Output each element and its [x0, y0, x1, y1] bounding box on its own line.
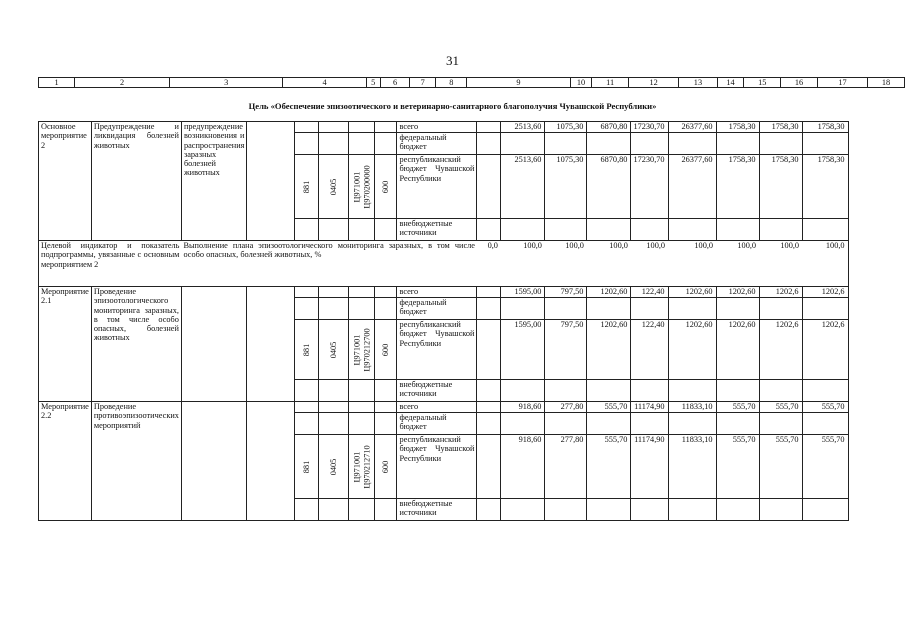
indicator-value: 100,0: [716, 241, 759, 287]
grbs-code: 881: [295, 320, 319, 380]
csr-code: Ц971001 Ц970200000: [349, 155, 375, 219]
amount-cell: 11833,10: [668, 435, 716, 499]
indicator-description: Выполнение плана эпизоотологического мониторинга заразных, в том числе особо опасных, болезней животных, %: [181, 241, 477, 287]
program-table: [38, 121, 849, 521]
source-extrabudget: внебюджетные источники: [397, 380, 477, 402]
amount-cell: 1202,6: [802, 287, 848, 298]
amount-cell: 555,70: [802, 435, 848, 499]
amount-cell: 2513,60: [501, 122, 545, 133]
indicator-value: 100,0: [587, 241, 631, 287]
amount-cell: 1758,30: [759, 122, 802, 133]
amount-cell: 555,70: [587, 435, 631, 499]
source-federal: федеральный бюджет: [397, 413, 477, 435]
column-number: 4: [283, 78, 366, 88]
page-number: 31: [446, 53, 459, 68]
amount-cell: 797,50: [545, 287, 587, 298]
column-number: 12: [629, 78, 679, 88]
activity-kind: Основное мероприятие 2: [39, 122, 92, 241]
amount-cell: 6870,80: [587, 122, 631, 133]
amount-cell: 1758,30: [802, 155, 848, 219]
amount-cell: 17230,70: [631, 155, 668, 219]
amount-cell: 918,60: [501, 402, 545, 413]
amount-cell: 1202,60: [668, 320, 716, 380]
amount-cell: 555,70: [759, 435, 802, 499]
amount-cell: 1202,6: [759, 287, 802, 298]
column-number: 16: [781, 78, 818, 88]
indicator-value: 100,0: [501, 241, 545, 287]
amount-cell: 1202,60: [716, 320, 759, 380]
amount-cell: 555,70: [716, 402, 759, 413]
amount-cell: 1075,30: [545, 155, 587, 219]
amount-cell: 1202,60: [716, 287, 759, 298]
amount-cell: 797,50: [545, 320, 587, 380]
amount-cell: 555,70: [587, 402, 631, 413]
indicator-value: 100,0: [802, 241, 848, 287]
executor-cell: [247, 122, 295, 241]
activity-name: Проведение эпизоотологического мониторинга заразных, в том числе особо опасных, болезней животных: [91, 287, 181, 402]
vr-code: 600: [375, 155, 397, 219]
amount-cell: 1595,00: [501, 320, 545, 380]
column-number: 8: [436, 78, 467, 88]
amount-cell: 1758,30: [759, 155, 802, 219]
amount-cell: 1202,6: [802, 320, 848, 380]
amount-cell: 11833,10: [668, 402, 716, 413]
column-number: 9: [467, 78, 570, 88]
amount-cell: 26377,60: [668, 122, 716, 133]
amount-cell: 122,40: [631, 320, 668, 380]
column-number: 7: [410, 78, 436, 88]
column-number: 3: [170, 78, 283, 88]
amount-cell: 277,80: [545, 402, 587, 413]
amount-cell: 277,80: [545, 435, 587, 499]
amount-cell: 1758,30: [716, 155, 759, 219]
executor-cell: [247, 287, 295, 402]
rzpr-code: 0405: [319, 435, 349, 499]
column-number: 2: [75, 78, 170, 88]
column-number: 15: [744, 78, 781, 88]
indicator-value: 100,0: [545, 241, 587, 287]
amount-cell: 6870,80: [587, 155, 631, 219]
amount-cell: 918,60: [501, 435, 545, 499]
amount-cell: 26377,60: [668, 155, 716, 219]
grbs-code: 881: [295, 155, 319, 219]
source-total: всего: [397, 287, 477, 298]
activity-purpose: [181, 287, 247, 402]
amount-cell: 11174,90: [631, 402, 668, 413]
column-number: 1: [39, 78, 75, 88]
amount-cell: 1758,30: [802, 122, 848, 133]
activity-kind: Мероприятие 2.1: [39, 287, 92, 402]
column-number: 14: [717, 78, 744, 88]
csr-code: Ц971001 Ц970212700: [349, 320, 375, 380]
source-republic: республиканский бюджет Чувашской Республики: [397, 320, 477, 380]
column-number-header: [38, 77, 905, 88]
column-number: 5: [366, 78, 380, 88]
column-number: 18: [868, 78, 905, 88]
amount-cell: 555,70: [716, 435, 759, 499]
indicator-value: 0,0: [477, 241, 501, 287]
source-federal: федеральный бюджет: [397, 298, 477, 320]
activity-name: Проведение противоэпизоотических мероприятий: [91, 402, 181, 521]
column-number: 11: [592, 78, 629, 88]
amount-cell: 1202,60: [668, 287, 716, 298]
vr-code: 600: [375, 320, 397, 380]
source-republic: республиканский бюджет Чувашской Республики: [397, 155, 477, 219]
column-number: 17: [817, 78, 867, 88]
source-republic: республиканский бюджет Чувашской Республики: [397, 435, 477, 499]
amount-cell: 1595,00: [501, 287, 545, 298]
column-number: 13: [679, 78, 717, 88]
indicator-value: 100,0: [631, 241, 668, 287]
column-number: 10: [570, 78, 592, 88]
amount-cell: 555,70: [759, 402, 802, 413]
amount-cell: 122,40: [631, 287, 668, 298]
column-number: 6: [380, 78, 409, 88]
amount-cell: 2513,60: [501, 155, 545, 219]
source-extrabudget: внебюджетные источники: [397, 219, 477, 241]
csr-code: Ц971001 Ц970212710: [349, 435, 375, 499]
activity-purpose: [181, 402, 247, 521]
source-total: всего: [397, 402, 477, 413]
source-extrabudget: внебюджетные источники: [397, 499, 477, 521]
rzpr-code: 0405: [319, 320, 349, 380]
activity-purpose: предупреждение возникновения и распространения заразных болезней животных: [181, 122, 247, 241]
amount-cell: 1202,6: [759, 320, 802, 380]
amount-cell: 1202,60: [587, 287, 631, 298]
activity-name: Предупреждение и ликвидация болезней животных: [91, 122, 181, 241]
amount-cell: 555,70: [802, 402, 848, 413]
rzpr-code: 0405: [319, 155, 349, 219]
vr-code: 600: [375, 435, 397, 499]
goal-title: Цель «Обеспечение эпизоотического и ветеринарно-санитарного благополучия Чувашской Республики»: [248, 101, 657, 111]
executor-cell: [247, 402, 295, 521]
source-federal: федеральный бюджет: [397, 133, 477, 155]
grbs-code: 881: [295, 435, 319, 499]
amount-cell: 1075,30: [545, 122, 587, 133]
amount-cell: 1202,60: [587, 320, 631, 380]
indicator-label: Целевой индикатор и показатель подпрограммы, увязанные с основным мероприятием 2: [39, 241, 182, 287]
indicator-value: 100,0: [668, 241, 716, 287]
amount-cell: 17230,70: [631, 122, 668, 133]
amount-cell: 11174,90: [631, 435, 668, 499]
indicator-value: 100,0: [759, 241, 802, 287]
activity-kind: Мероприятие 2.2: [39, 402, 92, 521]
source-total: всего: [397, 122, 477, 133]
amount-cell: 1758,30: [716, 122, 759, 133]
